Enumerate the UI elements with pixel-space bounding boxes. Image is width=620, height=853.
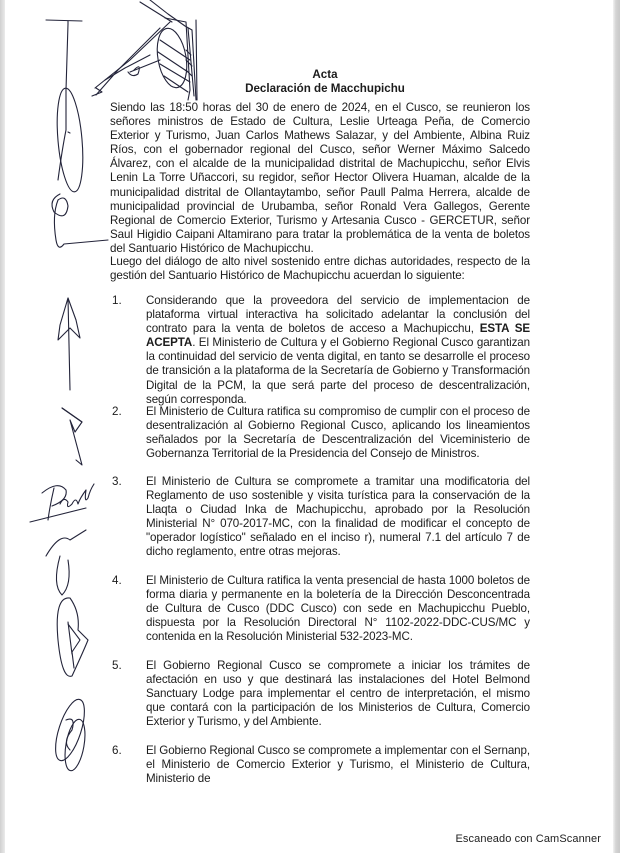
signature-left-4 [62, 408, 82, 465]
signature-left-5 [46, 530, 86, 595]
signature-left-6 [57, 598, 88, 676]
item-number: 4. [112, 574, 122, 587]
signature-left-2 [52, 194, 108, 247]
item-number: 6. [112, 744, 122, 757]
item-text: Considerando que la proveedora del servicio de implementacion de plataforma virtual interactiva ha solicitado adelantar la conclusión del contrato para la venta de boletos de acceso a Machupicchu, ESTA SE ACEPTA. El Ministerio de Cultura y el Gobierno Regional Cusco garantizan la continuidad del servicio de venta digital, en tanto se desarrolle el proceso de transición a la plataforma de la Secretaría de Gobierno y Transformación Digital de la PCM, la que será parte del proceso de descentralización, según corresponda. [146, 294, 531, 406]
signature-left-7 [50, 696, 91, 772]
document-title: Acta [312, 68, 338, 81]
signature-paull [30, 484, 94, 522]
item-number: 5. [112, 659, 122, 672]
item-number: 2. [112, 405, 122, 418]
signature-left-3 [58, 298, 80, 390]
page-left-edge [0, 0, 5, 853]
document-header [110, 68, 540, 96]
item-text: El Ministerio de Cultura se compromete a tramitar una modificatoria del Reglamento de uso sostenible y visita turística para la conservación de la Llaqta o Ciudad Inka de Machupicchu, aprobado por la Resolución Ministerial N° 070-2017-MC, con la finalidad de modificar el concepto de "operador logístico" señalado en el inciso r), numeral 7.1 del artículo 7 de dicho reglamento, entre otras mejoras. [146, 475, 530, 559]
item-number: 3. [112, 475, 122, 488]
item-text: El Gobierno Regional Cusco se compromete a implementar con el Sernanp, el Ministerio de Comercio Exterior y Turismo, el Ministerio de Cultura, Ministerio de [146, 744, 530, 786]
item-text: El Gobierno Regional Cusco se compromete a iniciar los trámites de afectación en uso y que destinará las instalaciones del Hotel Belmond Sanctuary Lodge para implementar el centro de interpretación, el mismo que contará con la participación de los Ministerios de Cultura, Comercio Exterior y Turismo, y del Ambiente. [146, 659, 530, 729]
scanner-watermark: Escaneado con CamScanner [455, 833, 601, 845]
page-right-edge [613, 0, 620, 853]
item-number: 1. [112, 294, 122, 307]
lead-paragraph: Luego del diálogo de alto nivel sostenido entre dichas autoridades, respecto de la gestión del Santuario Histórico de Machupicchu acuerdan lo siguiente: [110, 255, 530, 283]
intro-paragraph: Siendo las 18:50 horas del 30 de enero de 2024, en el Cusco, se reunieron los señores ministros de Estado de Cultura, Leslie Urteaga Peña, de Comercio Exterior y Turismo, Juan Carlos Mathews Salazar, y del Ambiente, Albina Ruiz Ríos, con el gobernador regional del Cusco, señor Werner Máximo Salcedo Álvarez, con el alcalde de la municipalidad distrital de Machupicchu, señor Elvis Lenin La Torre Uñaccori, su regidor, señor Hector Olivera Huaman, alcalde de la municipalidad distrital de Ollantaytambo, señor Paull Palma Herrera, alcalde de municipalidad provincial de Urubamba, señor Ronald Vera Gallegos, Gerente Regional de Comercio Exterior, Turismo y Artesania Cusco - GERCETUR, señor Saul Higidio Caipani Altamirano para tratar la problemática de la venta de boletos del Santuario Histórico de Machupicchu. [110, 101, 530, 255]
signature-left-1 [46, 20, 86, 193]
item-emphasis: ESTA SE ACEPTA [146, 322, 531, 350]
document-subtitle: Declaración de Macchupichu [245, 82, 405, 95]
item-text: El Ministerio de Cultura ratifica la venta presencial de hasta 1000 boletos de forma diaria y permanente en la boletería de la Dirección Desconcentrada de Cultura de Cusco (DDC Cusco) con sede en Machupicchu Pueblo, dispuesta por la Resolución Directoral N° 1102-2022-DDC-CUS/MC y contenida en la Resolución Ministerial 532-2023-MC. [146, 574, 530, 644]
item-text: El Ministerio de Cultura ratifica su compromiso de cumplir con el proceso de desentralización al Gobierno Regional Cusco, aplicando los lineamientos señalados por la Secretaría de Descentralización del Viceministerio de Gobernanza Territorial de la Presidencia del Consejo de Ministros. [146, 405, 530, 461]
